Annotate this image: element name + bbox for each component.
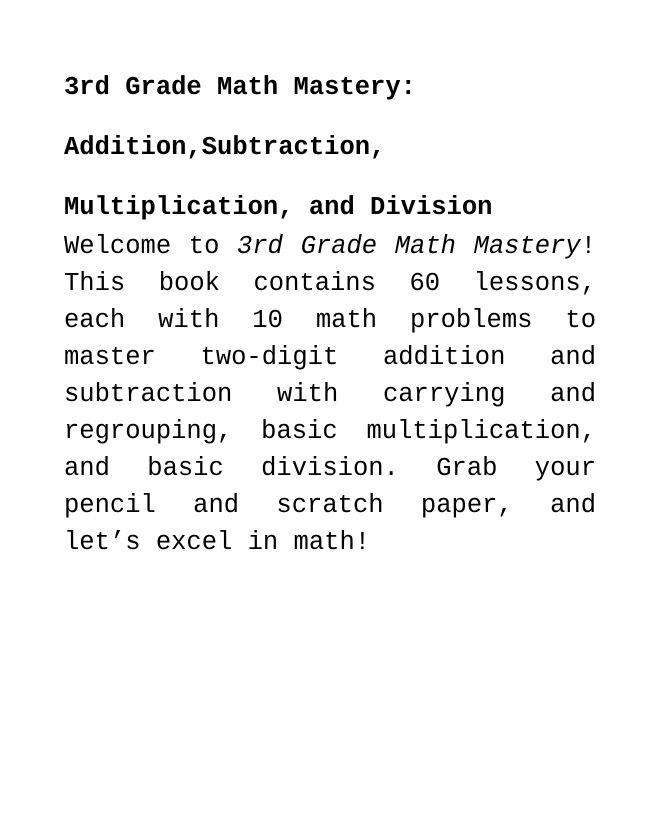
intro-paragraph	[64, 228, 596, 561]
intro-suffix: ! This book contains 60 lessons, each with 10 math problems to master two-digit addition and subtraction with carrying and regrouping, basic multiplication, and basic division. Grab your pencil and scratch paper, and let’s excel in math!	[64, 232, 597, 557]
title-line-3: Multiplication, and Division	[64, 193, 493, 222]
title-line-2: Addition,Subtraction,	[64, 133, 386, 162]
intro-prefix: Welcome to	[64, 232, 238, 261]
document-title	[64, 58, 604, 238]
intro-book-title: 3rd Grade Math Mastery	[237, 232, 581, 261]
title-line-1: 3rd Grade Math Mastery:	[64, 73, 416, 102]
